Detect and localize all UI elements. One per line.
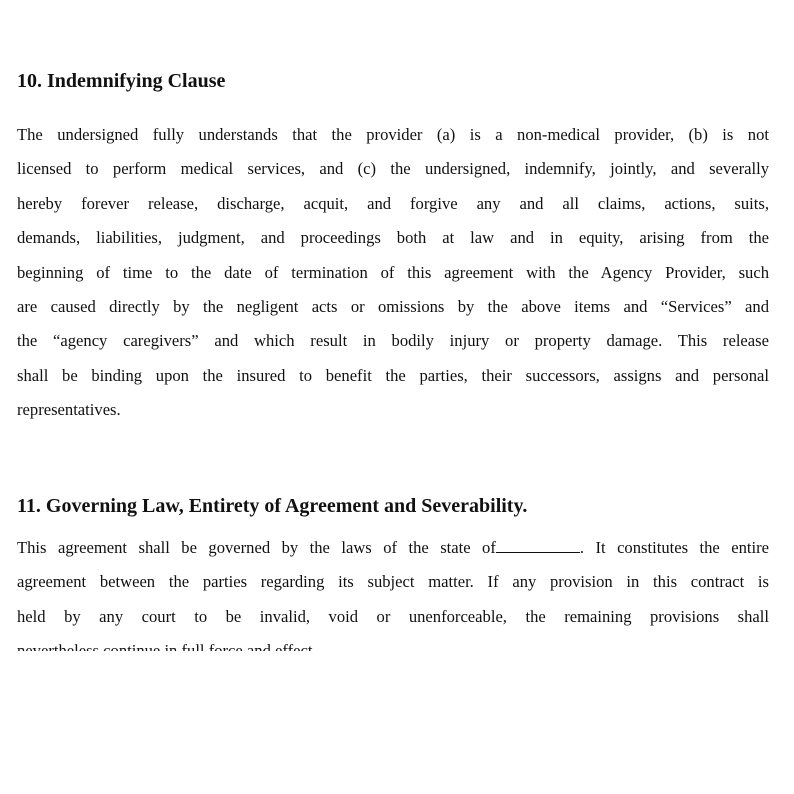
- paragraph-line: agreement between the parties regarding its subject matter. If any provision in this contract is: [17, 572, 769, 592]
- section-11-paragraph: [17, 531, 769, 669]
- paragraph-line: The undersigned fully understands that the provider (a) is a non-medical provider, (b) is not: [17, 125, 769, 144]
- page-crop-mask: [0, 651, 794, 794]
- section-10-heading: 10. Indemnifying Clause: [17, 70, 226, 92]
- section-10-paragraph: [17, 118, 769, 428]
- paragraph-line: held by any court to be invalid, void or unenforceable, the remaining provisions shall: [17, 606, 769, 626]
- paragraph-line: shall be binding upon the insured to benefit the parties, their successors, assigns and personal: [17, 365, 769, 385]
- line-text-before-blank: This agreement shall be governed by the laws of the state of: [17, 538, 496, 557]
- paragraph-line: hereby forever release, discharge, acquit, and forgive any and all claims, actions, suits,: [17, 193, 769, 213]
- paragraph-line: licensed to perform medical services, and (c) the undersigned, indemnify, jointly, and severally: [17, 159, 769, 179]
- paragraph-line: representatives.: [17, 400, 121, 420]
- line-text-after-blank: . It constitutes the entire: [579, 538, 769, 557]
- paragraph-line: beginning of time to the date of termination of this agreement with the Agency Provider, such: [17, 262, 769, 282]
- paragraph-line: demands, liabilities, judgment, and proceedings both at law and in equity, arising from the: [17, 228, 769, 248]
- state-blank-field[interactable]: [496, 540, 580, 553]
- paragraph-line: the “agency caregivers” and which result in bodily injury or property damage. This release: [17, 331, 769, 351]
- section-11-heading: 11. Governing Law, Entirety of Agreement and Severability.: [17, 495, 528, 517]
- paragraph-line-with-blank: [17, 531, 769, 565]
- paragraph-line: are caused directly by the negligent acts or omissions by the above items and “Services” and: [17, 297, 769, 317]
